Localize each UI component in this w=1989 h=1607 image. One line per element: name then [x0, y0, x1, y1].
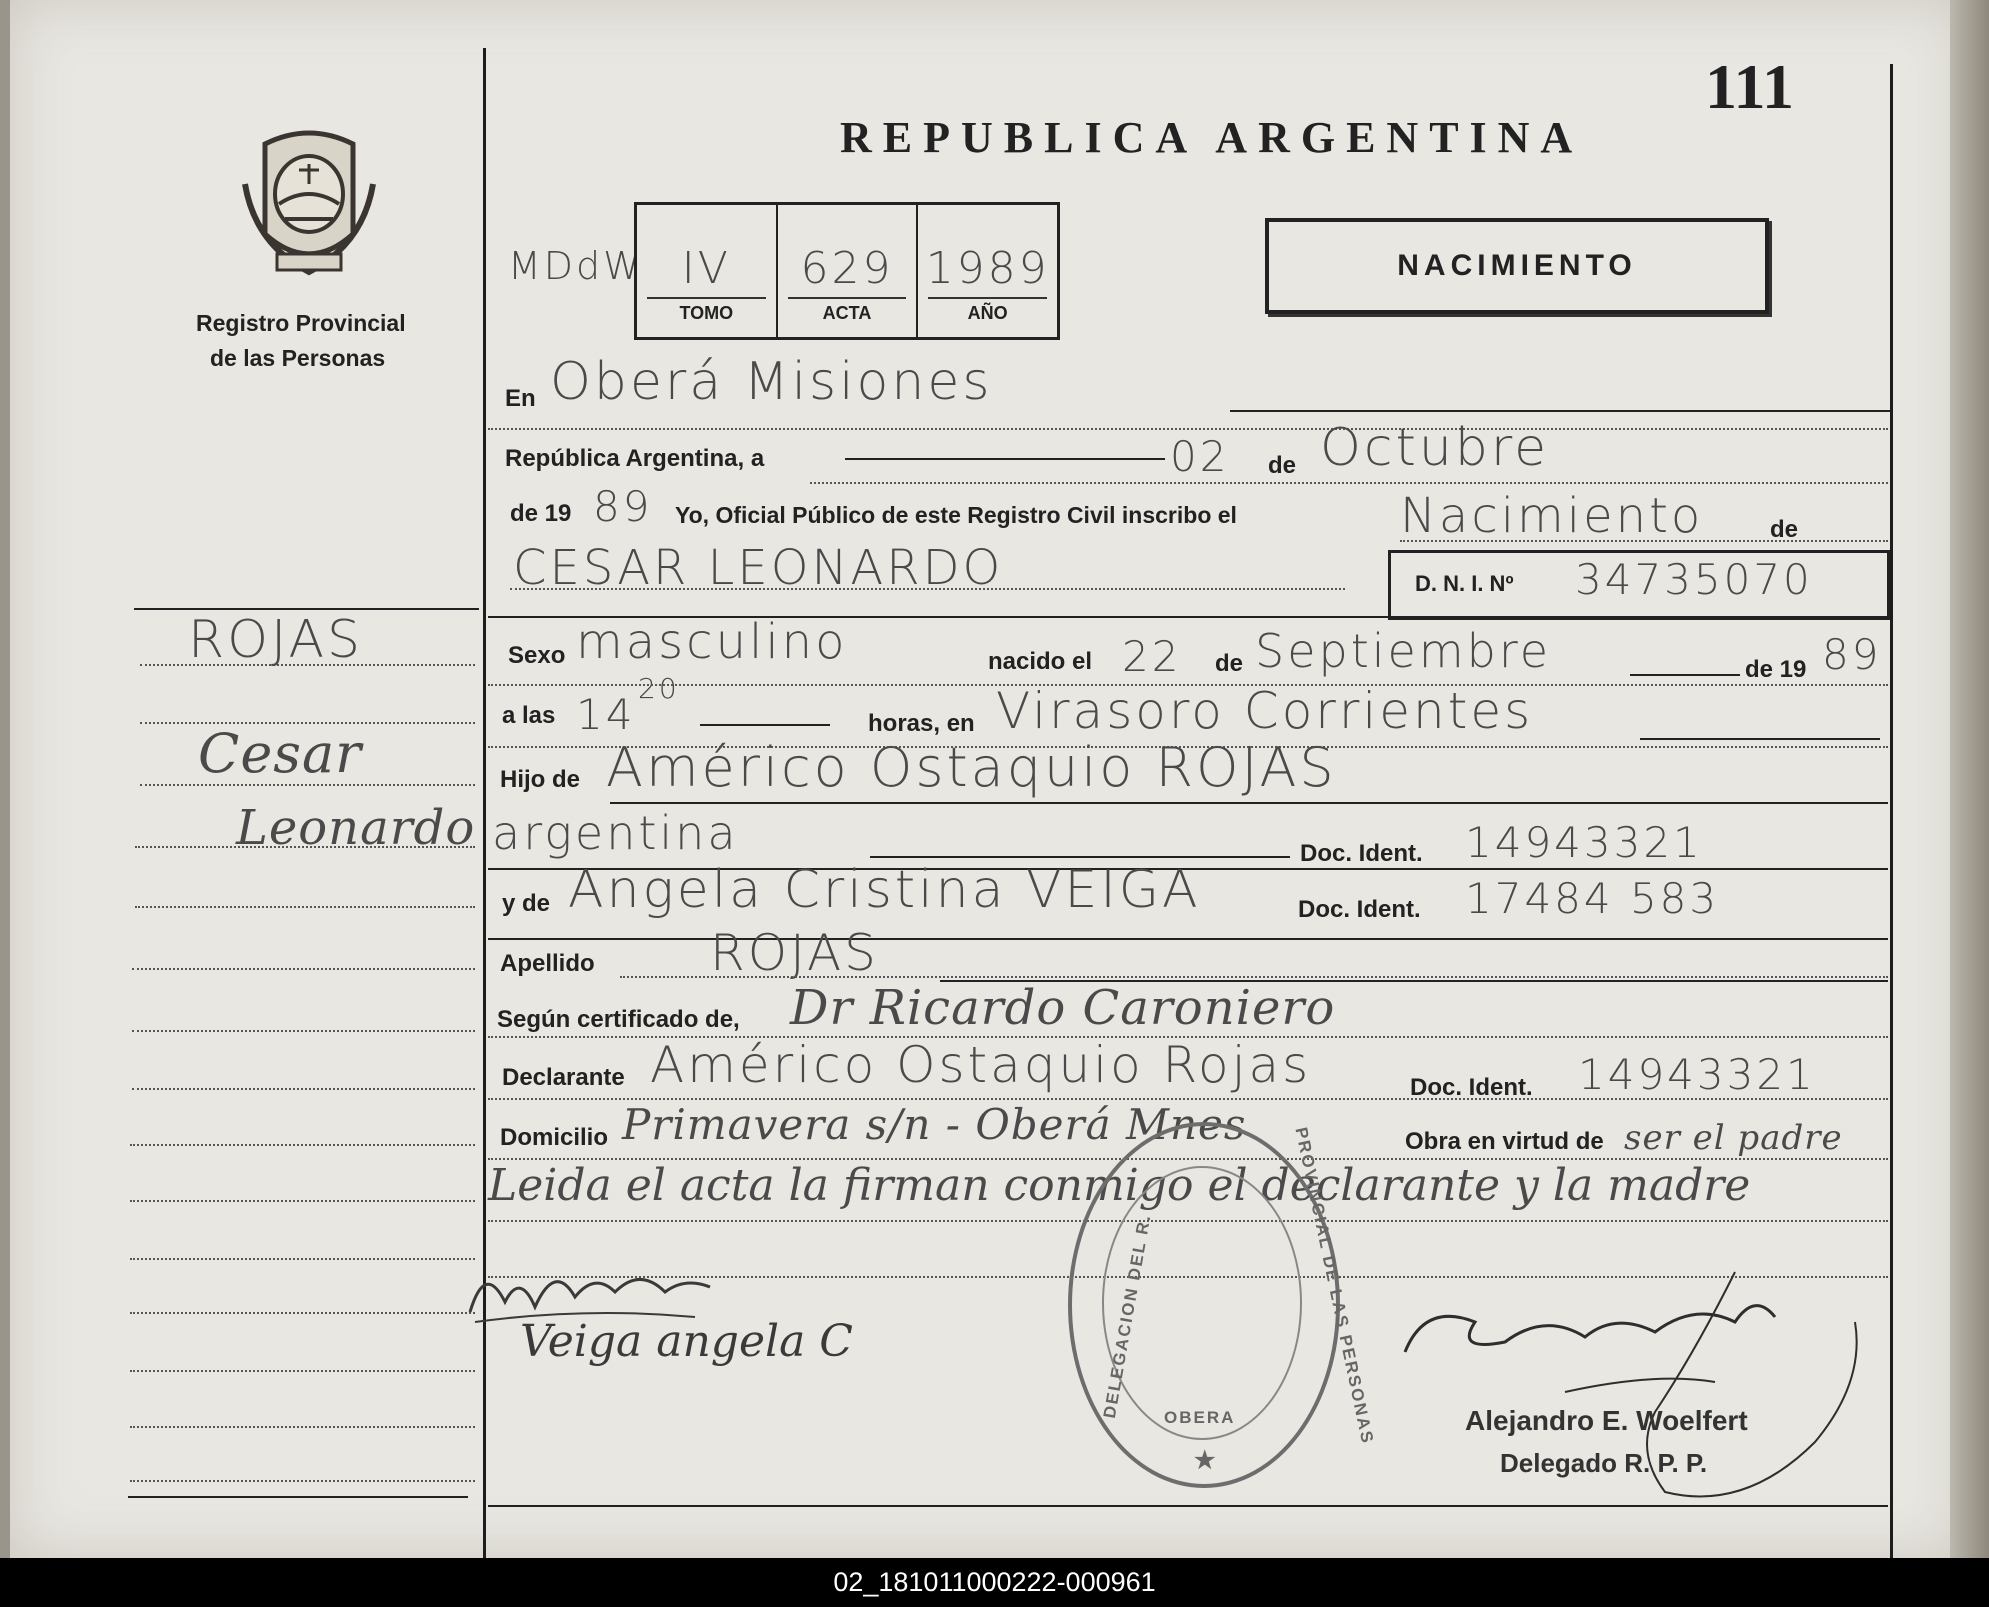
- en-label: En: [505, 385, 536, 412]
- book-edge: [1950, 0, 1989, 1558]
- image-code: 02_181011000222-000961: [833, 1567, 1156, 1597]
- acta-value: 629: [800, 243, 894, 294]
- dni-label: D. N. I. Nº: [1415, 571, 1514, 596]
- hijo-label: Hijo de: [500, 766, 581, 793]
- sexo-label: Sexo: [508, 642, 566, 669]
- mother-signature: Veiga angela C: [520, 1316, 853, 1367]
- place-value: Oberá Misiones: [550, 352, 993, 412]
- de-label-1: de: [1268, 452, 1297, 479]
- folio-number: 111: [1705, 51, 1794, 122]
- certificate-page: [10, 0, 1965, 1558]
- misiones-coat-of-arms-icon: [235, 124, 383, 284]
- acta-cell: [778, 205, 919, 337]
- tomo-label: TOMO: [679, 303, 734, 323]
- birth-minutes: 20: [638, 672, 680, 705]
- record-prefix: MDdW: [508, 244, 644, 288]
- birth-hour: 14: [576, 690, 636, 739]
- de-label-3: de: [1215, 650, 1244, 677]
- father-name: Américo Ostaquio ROJAS: [606, 736, 1337, 799]
- registration-month: Octubre: [1320, 418, 1550, 478]
- right-margin-rule: [1890, 64, 1893, 1558]
- registration-year-suffix: 89: [593, 482, 653, 531]
- birth-day: 22: [1122, 632, 1182, 681]
- mother-name: Angela Cristina VEIGA: [568, 860, 1201, 920]
- father-doc-label: Doc. Ident.: [1300, 840, 1423, 867]
- act-kind: Nacimiento: [1400, 488, 1704, 544]
- image-code-bar: [0, 1558, 1989, 1607]
- birth-year-prefix: de 19: [1745, 656, 1807, 683]
- obra-value: ser el padre: [1624, 1118, 1843, 1158]
- year-prefix-label: de 19: [510, 500, 572, 527]
- registration-day: 02: [1170, 432, 1230, 481]
- anio-label: AÑO: [967, 303, 1008, 323]
- nacido-label: nacido el: [988, 648, 1093, 675]
- child-given-names: CESAR LEONARDO: [513, 540, 1004, 596]
- domicilio-value: Primavera s/n - Oberá Mnes: [622, 1100, 1247, 1149]
- record-type-box: NACIMIENTO: [1265, 218, 1769, 314]
- official-seal: [1068, 1122, 1378, 1488]
- birth-year-suffix: 89: [1822, 630, 1882, 679]
- tomo-cell: [637, 205, 778, 337]
- declarante-label: Declarante: [502, 1064, 625, 1091]
- apellido-value: ROJAS: [710, 924, 879, 982]
- seal-star-icon: ★: [1194, 1447, 1218, 1474]
- seal-city: OBERA: [1164, 1408, 1236, 1427]
- y-de-label: y de: [502, 890, 551, 917]
- father-nationality: argentina: [492, 806, 739, 860]
- country-title: REPUBLICA ARGENTINA: [840, 113, 1584, 162]
- dni-box: [1388, 550, 1890, 620]
- margin-given-name-2: Leonardo: [236, 800, 476, 856]
- anio-value: 1989: [925, 243, 1050, 294]
- horas-label: horas, en: [868, 710, 975, 737]
- a-las-label: a las: [502, 702, 556, 729]
- dni-value: 34735070: [1575, 555, 1813, 604]
- mother-doc: 17484 583: [1465, 874, 1720, 923]
- tomo-value: IV: [681, 243, 731, 294]
- domicilio-label: Domicilio: [500, 1124, 609, 1151]
- certificado-label: Según certificado de,: [497, 1006, 740, 1033]
- registry-name-line2: de las Personas: [210, 345, 386, 371]
- seal-text-right: PROVINCIAL DE LAS PERSONAS: [1291, 1125, 1378, 1447]
- birth-place: Virasoro Corrientes: [996, 682, 1534, 740]
- closing-statement: Leida el acta la firman conmigo el declarante y la madre: [488, 1160, 1751, 1211]
- official-statement: Yo, Oficial Público de este Registro Civil inscribo el: [675, 502, 1237, 528]
- mother-doc-label: Doc. Ident.: [1298, 896, 1421, 923]
- margin-surname: ROJAS: [188, 610, 364, 670]
- declarante-value: Américo Ostaquio Rojas: [650, 1036, 1312, 1094]
- de-label-2: de: [1770, 516, 1799, 543]
- margin-given-name-1: Cesar: [198, 722, 362, 785]
- record-id-box: [634, 202, 1060, 340]
- official-title: Delegado R. P. P.: [1500, 1448, 1708, 1478]
- acta-label: ACTA: [822, 303, 872, 323]
- apellido-label: Apellido: [500, 950, 595, 977]
- sexo-value: masculino: [576, 614, 848, 670]
- declarante-doc: 14943321: [1578, 1050, 1816, 1099]
- republica-label: República Argentina, a: [505, 445, 765, 472]
- declarante-doc-label: Doc. Ident.: [1410, 1074, 1533, 1101]
- official-name: Alejandro E. Woelfert: [1465, 1405, 1748, 1436]
- seal-text-left: DELEGACION DEL R.: [1099, 1212, 1155, 1420]
- official-signature-icon: [1395, 1262, 1875, 1522]
- anio-cell: [918, 205, 1057, 337]
- father-doc: 14943321: [1465, 818, 1703, 867]
- birth-month: Septiembre: [1255, 624, 1552, 678]
- obra-label: Obra en virtud de: [1405, 1128, 1604, 1155]
- certificado-value: Dr Ricardo Caroniero: [790, 980, 1336, 1036]
- registry-name-line1: Registro Provincial: [196, 310, 406, 336]
